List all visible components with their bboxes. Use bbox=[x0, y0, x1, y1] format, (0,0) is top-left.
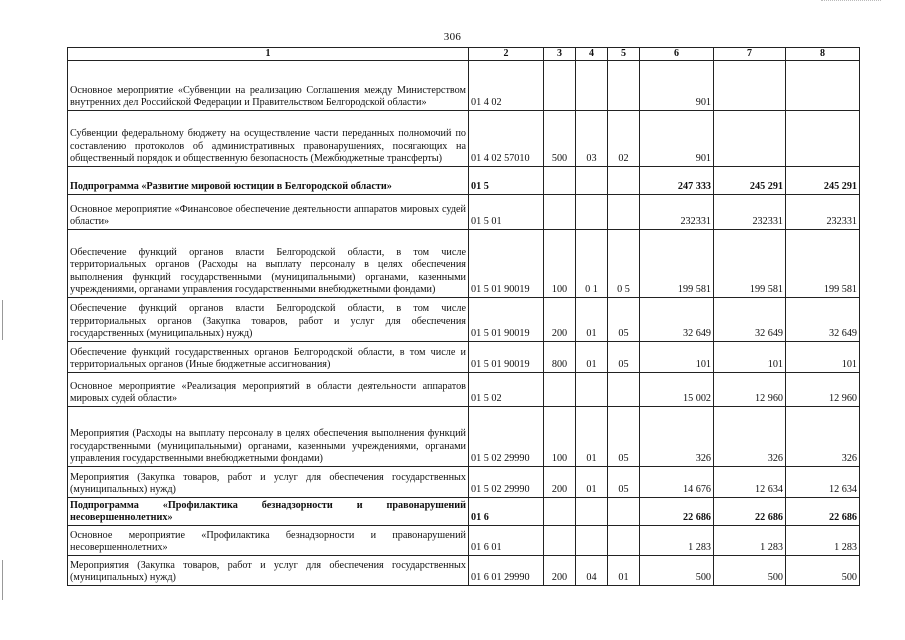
row-subsection bbox=[608, 373, 640, 407]
row-subsection: 05 bbox=[608, 407, 640, 467]
row-expense-type bbox=[544, 167, 576, 195]
row-name: Мероприятия (Закупка товаров, работ и услуг для обеспечения государственных (муниципальных) нужд) bbox=[68, 467, 469, 498]
row-section bbox=[576, 498, 608, 526]
row-section: 04 bbox=[576, 556, 608, 586]
row-name: Обеспечение функций органов власти Белгородской области, в том числе территориальных органов (Расходы на выплату персоналу в целях обеспечения выполнения функций государственными (муниципальными) органами, казенными учреждениями, органами управления государственными внебюджетными фондами) bbox=[68, 230, 469, 298]
row-subsection: 0 5 bbox=[608, 230, 640, 298]
row-target-code: 01 5 01 90019 bbox=[469, 230, 544, 298]
row-amount-col7 bbox=[714, 111, 786, 167]
row-subsection: 05 bbox=[608, 467, 640, 498]
table-row bbox=[68, 373, 860, 407]
row-amount-col6: 901 bbox=[640, 61, 714, 111]
row-expense-type bbox=[544, 195, 576, 230]
row-expense-type bbox=[544, 61, 576, 111]
row-name: Обеспечение функций государственных органов Белгородской области, в том числе и территориальных органов (Иные бюджетные ассигнования) bbox=[68, 342, 469, 373]
row-amount-col6: 22 686 bbox=[640, 498, 714, 526]
column-header-3: 3 bbox=[544, 48, 576, 61]
table-row bbox=[68, 298, 860, 342]
table-row bbox=[68, 230, 860, 298]
row-name: Мероприятия (Закупка товаров, работ и услуг для обеспечения государственных (муниципальных) нужд) bbox=[68, 556, 469, 586]
table-row bbox=[68, 195, 860, 230]
column-header-7: 7 bbox=[714, 48, 786, 61]
row-expense-type bbox=[544, 498, 576, 526]
row-expense-type: 200 bbox=[544, 467, 576, 498]
row-amount-col8 bbox=[786, 111, 860, 167]
row-amount-col8: 32 649 bbox=[786, 298, 860, 342]
row-amount-col8: 199 581 bbox=[786, 230, 860, 298]
row-amount-col7: 232331 bbox=[714, 195, 786, 230]
row-section: 01 bbox=[576, 342, 608, 373]
row-section bbox=[576, 167, 608, 195]
row-target-code: 01 4 02 57010 bbox=[469, 111, 544, 167]
row-amount-col6: 326 bbox=[640, 407, 714, 467]
row-amount-col7: 12 634 bbox=[714, 467, 786, 498]
table-body bbox=[68, 61, 860, 586]
row-expense-type bbox=[544, 526, 576, 556]
row-section: 01 bbox=[576, 407, 608, 467]
row-amount-col8: 245 291 bbox=[786, 167, 860, 195]
row-amount-col8: 326 bbox=[786, 407, 860, 467]
row-amount-col7: 1 283 bbox=[714, 526, 786, 556]
row-expense-type: 100 bbox=[544, 230, 576, 298]
row-name: Основное мероприятие «Финансовое обеспечение деятельности аппаратов мировых судей области» bbox=[68, 195, 469, 230]
page-number: 306 bbox=[443, 31, 462, 43]
table-row bbox=[68, 342, 860, 373]
row-section: 01 bbox=[576, 298, 608, 342]
row-amount-col7: 199 581 bbox=[714, 230, 786, 298]
row-name: Основное мероприятие «Субвенции на реализацию Соглашения между Министерством внутренних дел Российской Федерации и Правительством Белгородской области» bbox=[68, 61, 469, 111]
row-name: Субвенции федеральному бюджету на осуществление части переданных полномочий по составлению протоколов об административных правонарушениях, посягающих на общественный порядок и общественную безопасность (Межбюджетные трансферты) bbox=[68, 111, 469, 167]
row-target-code: 01 4 02 bbox=[469, 61, 544, 111]
column-header-6: 6 bbox=[640, 48, 714, 61]
scan-edge-line bbox=[2, 300, 3, 340]
column-header-1: 1 bbox=[68, 48, 469, 61]
row-expense-type: 800 bbox=[544, 342, 576, 373]
row-target-code: 01 5 01 bbox=[469, 195, 544, 230]
row-amount-col7: 326 bbox=[714, 407, 786, 467]
row-name: Подпрограмма «Профилактика безнадзорности и правонарушений несовершеннолетних» bbox=[68, 498, 469, 526]
row-subsection bbox=[608, 498, 640, 526]
row-amount-col8 bbox=[786, 61, 860, 111]
row-section: 0 1 bbox=[576, 230, 608, 298]
row-amount-col7: 500 bbox=[714, 556, 786, 586]
header-row bbox=[68, 48, 860, 61]
row-amount-col8: 22 686 bbox=[786, 498, 860, 526]
table-row bbox=[68, 61, 860, 111]
row-name: Основное мероприятие «Профилактика безнадзорности и правонарушений несовершеннолетних» bbox=[68, 526, 469, 556]
row-target-code: 01 5 02 29990 bbox=[469, 407, 544, 467]
row-amount-col8: 12 960 bbox=[786, 373, 860, 407]
row-amount-col6: 500 bbox=[640, 556, 714, 586]
row-target-code: 01 5 02 bbox=[469, 373, 544, 407]
row-target-code: 01 5 01 90019 bbox=[469, 342, 544, 373]
row-amount-col6: 247 333 bbox=[640, 167, 714, 195]
row-subsection bbox=[608, 167, 640, 195]
column-header-8: 8 bbox=[786, 48, 860, 61]
row-amount-col8: 232331 bbox=[786, 195, 860, 230]
subprogram-row bbox=[68, 167, 860, 195]
row-amount-col8: 500 bbox=[786, 556, 860, 586]
row-amount-col7: 101 bbox=[714, 342, 786, 373]
row-subsection: 05 bbox=[608, 342, 640, 373]
row-target-code: 01 6 01 29990 bbox=[469, 556, 544, 586]
row-amount-col7: 32 649 bbox=[714, 298, 786, 342]
row-amount-col8: 12 634 bbox=[786, 467, 860, 498]
row-target-code: 01 5 02 29990 bbox=[469, 467, 544, 498]
row-section bbox=[576, 61, 608, 111]
row-amount-col6: 199 581 bbox=[640, 230, 714, 298]
row-target-code: 01 6 01 bbox=[469, 526, 544, 556]
row-amount-col7 bbox=[714, 61, 786, 111]
row-subsection bbox=[608, 195, 640, 230]
table-row bbox=[68, 467, 860, 498]
row-target-code: 01 5 bbox=[469, 167, 544, 195]
row-section: 03 bbox=[576, 111, 608, 167]
row-amount-col8: 101 bbox=[786, 342, 860, 373]
row-subsection: 05 bbox=[608, 298, 640, 342]
row-section bbox=[576, 195, 608, 230]
row-name: Обеспечение функций органов власти Белгородской области, в том числе территориальных органов (Закупка товаров, работ и услуг для обеспечения государственных (муниципальных) нужд) bbox=[68, 298, 469, 342]
column-header-2: 2 bbox=[469, 48, 544, 61]
row-amount-col6: 14 676 bbox=[640, 467, 714, 498]
row-name: Основное мероприятие «Реализация мероприятий в области деятельности аппаратов мировых судей области» bbox=[68, 373, 469, 407]
row-amount-col6: 1 283 bbox=[640, 526, 714, 556]
row-expense-type: 500 bbox=[544, 111, 576, 167]
row-section bbox=[576, 526, 608, 556]
row-amount-col6: 15 002 bbox=[640, 373, 714, 407]
row-expense-type bbox=[544, 373, 576, 407]
scan-edge-mark bbox=[821, 0, 881, 3]
row-amount-col6: 32 649 bbox=[640, 298, 714, 342]
table-row bbox=[68, 556, 860, 586]
row-section bbox=[576, 373, 608, 407]
row-expense-type: 200 bbox=[544, 298, 576, 342]
table-row bbox=[68, 111, 860, 167]
scan-edge-line bbox=[2, 560, 3, 600]
row-subsection: 02 bbox=[608, 111, 640, 167]
subprogram-row bbox=[68, 498, 860, 526]
row-amount-col7: 12 960 bbox=[714, 373, 786, 407]
row-expense-type: 100 bbox=[544, 407, 576, 467]
row-amount-col6: 901 bbox=[640, 111, 714, 167]
row-section: 01 bbox=[576, 467, 608, 498]
column-header-4: 4 bbox=[576, 48, 608, 61]
row-amount-col8: 1 283 bbox=[786, 526, 860, 556]
row-amount-col7: 22 686 bbox=[714, 498, 786, 526]
row-amount-col6: 101 bbox=[640, 342, 714, 373]
row-expense-type: 200 bbox=[544, 556, 576, 586]
row-subsection bbox=[608, 61, 640, 111]
row-amount-col7: 245 291 bbox=[714, 167, 786, 195]
row-name: Мероприятия (Расходы на выплату персоналу в целях обеспечения выполнения функций государственными (муниципальными) органами, казенными учреждениями, органами управления государственными внебюджетными фондами) bbox=[68, 407, 469, 467]
table-row bbox=[68, 407, 860, 467]
budget-table bbox=[67, 47, 860, 586]
row-subsection bbox=[608, 526, 640, 556]
column-header-5: 5 bbox=[608, 48, 640, 61]
row-amount-col6: 232331 bbox=[640, 195, 714, 230]
row-target-code: 01 5 01 90019 bbox=[469, 298, 544, 342]
table-row bbox=[68, 526, 860, 556]
row-name: Подпрограмма «Развитие мировой юстиции в Белгородской области» bbox=[68, 167, 469, 195]
row-subsection: 01 bbox=[608, 556, 640, 586]
row-target-code: 01 6 bbox=[469, 498, 544, 526]
